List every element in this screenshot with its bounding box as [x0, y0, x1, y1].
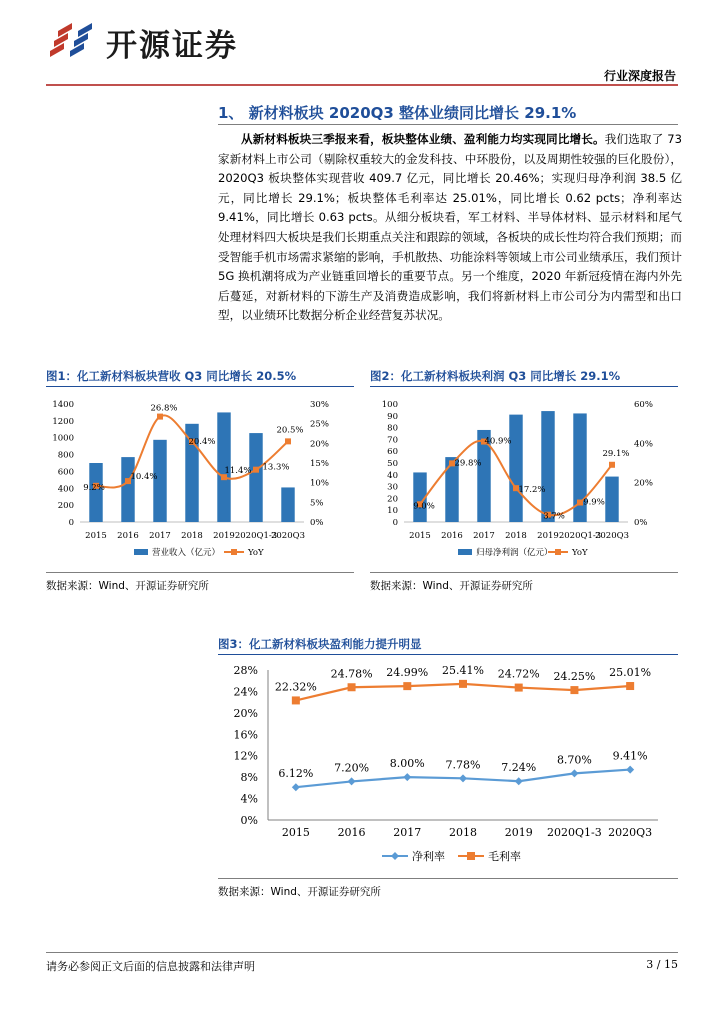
marker-净利率-2017: [403, 773, 411, 781]
data-label: 8.00%: [389, 757, 425, 771]
y-tick-label: 1000: [52, 433, 74, 444]
yoy-marker-2020Q3: [609, 462, 615, 468]
y-tick-label: 90: [387, 411, 398, 422]
bar-2020Q3: [605, 477, 618, 522]
x-tick-label: 2016: [337, 826, 366, 839]
x-tick-label: 2016: [441, 531, 463, 541]
data-label: 22.32%: [274, 680, 317, 694]
marker-毛利率-2020Q3: [626, 682, 634, 690]
x-tick-label: 2018: [505, 531, 527, 541]
y-tick-label: 1200: [52, 416, 74, 427]
marker-净利率-2015: [292, 783, 300, 791]
logo-text: 开源证券: [106, 27, 238, 64]
y-tick-label: 8%: [240, 771, 258, 785]
y-tick-label: 4%: [240, 792, 258, 806]
y-tick-label: 0%: [240, 814, 258, 827]
x-tick-label: 2018: [449, 826, 477, 839]
fig2-rule: [370, 386, 678, 387]
legend-bar-swatch: [458, 549, 472, 555]
legend-line-marker: [555, 549, 561, 555]
y2-tick-label: 25%: [310, 419, 329, 430]
yoy-label: 9.9%: [583, 497, 605, 508]
y2-tick-label: 15%: [310, 459, 329, 469]
report-type: 行业深度报告: [603, 69, 676, 83]
marker-净利率-2016: [348, 777, 356, 785]
data-label: 25.01%: [609, 666, 652, 680]
yoy-label: 17.2%: [518, 485, 546, 496]
y-tick-label: 600: [57, 467, 74, 478]
bar-2018: [509, 415, 522, 522]
yoy-label: 29.8%: [454, 458, 482, 469]
marker-净利率-2020Q1-3: [570, 769, 578, 777]
fig2-bottom-rule: [370, 572, 678, 573]
x-tick-label: 2015: [85, 531, 107, 541]
fig3-title: 图3：化工新材料板块盈利能力提升明显: [218, 637, 422, 651]
y2-tick-label: 20%: [310, 439, 329, 450]
legend-bar-label: 营业收入（亿元）: [152, 548, 221, 558]
data-label: 24.25%: [553, 670, 596, 684]
x-tick-label: 2017: [393, 826, 422, 839]
yoy-label: 29.1%: [602, 448, 630, 459]
legend-line-label: YoY: [572, 548, 588, 558]
x-tick-label: 2019: [213, 531, 235, 541]
y2-tick-label: 60%: [634, 400, 653, 410]
page-number: 3 / 15: [646, 958, 678, 971]
yoy-marker-2017: [157, 414, 163, 420]
legend-bar-swatch: [134, 549, 148, 555]
x-tick-label: 2017: [149, 531, 171, 541]
marker-净利率-2020Q3: [626, 766, 634, 774]
x-tick-label: 2020Q3: [608, 826, 653, 839]
y-tick-label: 12%: [233, 749, 258, 763]
x-tick-label: 2018: [181, 531, 203, 541]
legend-marker-net: [391, 852, 399, 860]
yoy-label: 40.9%: [484, 436, 512, 447]
fig1-rule: [46, 386, 354, 387]
yoy-label: 26.8%: [150, 403, 178, 414]
legend-line-label: YoY: [248, 548, 264, 558]
yoy-marker-2020Q3: [285, 438, 291, 444]
legend-line-marker: [231, 549, 237, 555]
fig3-rule: [218, 654, 678, 655]
fig3-bottom-rule: [218, 878, 678, 879]
y-tick-label: 400: [57, 484, 74, 495]
marker-净利率-2019: [515, 777, 523, 785]
marker-净利率-2018: [459, 774, 467, 782]
legend-bar-label: 归母净利润（亿元）: [476, 548, 553, 558]
data-label: 25.41%: [442, 663, 484, 677]
y-tick-label: 200: [57, 501, 74, 512]
body-rest: 我们选取了 73 家新材料上市公司（剔除权重较大的金发科技、中环股份，以及周期性较强的巨化股份），2020Q3 板块整体实现营收 409.7 亿元，同比增长 20.46%；实现归母净利润 38.5 亿元，同比增长 29.1%；板块整体毛利率达 25.01%，同比增长 0.62 pcts；净利率达 9.41%，同比增长 0.63 pcts。从细分板块看，军工材料、半导体材料、显示材料和尾气处理材料四大板块是我们长期重点关注和跟踪的领域，各板块的成长性均符合我们预期；而受智能手机市场需求紧缩的影响，手机散热、功能涂料等领域上市公司业绩承压，我们预计 5G 换机潮将成为产业链重回增长的重要节点。另一个维度，2020 年新冠疫情在海内外先后蔓延，对新材料的下游生产及消费造成影响，我们将新材料上市公司分为内需型和出口型，以业绩环比数据分析企业经营复苏状况。: [218, 132, 682, 323]
fig2-chart: [370, 390, 678, 570]
y2-tick-label: 30%: [310, 400, 329, 410]
x-tick-label: 2020Q3: [594, 531, 630, 541]
fig3-chart: [218, 658, 678, 876]
section-divider: [218, 124, 678, 125]
footer-divider: [46, 952, 678, 953]
section-title: 1、 新材料板块 2020Q3 整体业绩同比增长 29.1%: [218, 104, 577, 122]
x-tick-label: 2019: [504, 826, 533, 839]
marker-毛利率-2017: [403, 682, 411, 690]
y-tick-label: 800: [57, 450, 74, 461]
fig1-chart: [46, 390, 354, 570]
x-tick-label: 2017: [473, 531, 495, 541]
fig2-source: 数据来源：Wind、开源证券研究所: [370, 580, 533, 592]
bar-2019: [541, 411, 554, 522]
legend-label-gross: 毛利率: [488, 850, 521, 863]
yoy-label: 20.5%: [276, 425, 304, 436]
data-label: 24.78%: [330, 667, 373, 681]
marker-毛利率-2020Q1-3: [570, 686, 578, 694]
x-tick-label: 2019: [537, 531, 559, 541]
fig1-bottom-rule: [46, 572, 354, 573]
y-tick-label: 10: [387, 506, 398, 517]
x-tick-label: 2016: [117, 531, 139, 541]
y-tick-label: 50: [387, 459, 398, 469]
data-label: 9.41%: [612, 749, 648, 763]
y-tick-label: 20%: [233, 706, 258, 720]
header-divider: [46, 84, 678, 86]
body-lead: 从新材料板块三季报来看，板块整体业绩、盈利能力均实现同比增长。: [241, 132, 605, 146]
yoy-label: 11.4%: [224, 466, 252, 477]
x-tick-label: 2020Q3: [270, 531, 306, 541]
y-tick-label: 70: [387, 435, 398, 446]
bar-2016: [121, 457, 134, 522]
data-label: 7.20%: [334, 761, 370, 775]
y2-tick-label: 10%: [310, 478, 329, 489]
x-tick-label: 2015: [281, 826, 310, 839]
yoy-label: 13.3%: [262, 462, 290, 473]
y-tick-label: 60: [387, 447, 398, 458]
legend-label-net: 净利率: [412, 850, 445, 863]
y2-tick-label: 0%: [634, 518, 648, 528]
data-label: 24.99%: [386, 666, 429, 680]
x-tick-label: 2020Q1-3: [558, 531, 602, 541]
company-logo: [46, 18, 238, 66]
y2-tick-label: 0%: [310, 518, 324, 528]
yoy-label: 9.0%: [413, 501, 435, 512]
data-label: 7.24%: [501, 761, 537, 775]
bar-2020Q3: [281, 487, 294, 522]
yoy-label: 9.2%: [83, 482, 105, 493]
y-tick-label: 20: [387, 494, 398, 505]
data-label: 8.70%: [556, 753, 592, 767]
y-tick-label: 40: [387, 470, 398, 481]
y2-tick-label: 20%: [634, 478, 653, 489]
y-tick-label: 1400: [52, 400, 74, 410]
yoy-label: 20.4%: [188, 436, 216, 447]
fig3-source: 数据来源：Wind、开源证券研究所: [218, 886, 381, 898]
y-tick-label: 30: [387, 482, 398, 493]
marker-毛利率-2016: [348, 683, 356, 691]
x-tick-label: 2015: [409, 531, 431, 541]
yoy-marker-2020Q1-3: [577, 500, 583, 506]
x-tick-label: 2020Q1-3: [547, 826, 602, 839]
y2-tick-label: 5%: [310, 498, 324, 509]
y-tick-label: 0: [68, 518, 74, 528]
yoy-label: 3.7%: [543, 511, 565, 522]
marker-毛利率-2018: [459, 680, 467, 688]
fig2-title: 图2：化工新材料板块利润 Q3 同比增长 29.1%: [370, 369, 621, 383]
y-tick-label: 80: [387, 423, 398, 434]
data-label: 6.12%: [278, 767, 314, 781]
data-label: 24.72%: [497, 667, 540, 681]
bar-2020Q1-3: [249, 433, 262, 522]
y-tick-label: 28%: [233, 664, 258, 677]
footer-disclaimer: 请务必参阅正文后面的信息披露和法律声明: [46, 960, 255, 973]
x-tick-label: 2020Q1-3: [234, 531, 278, 541]
y-tick-label: 16%: [233, 728, 258, 742]
legend-marker-gross: [467, 852, 475, 860]
marker-毛利率-2015: [292, 696, 300, 704]
fig1-source: 数据来源：Wind、开源证券研究所: [46, 580, 209, 592]
y-tick-label: 100: [381, 400, 398, 410]
fig1-title: 图1：化工新材料板块营收 Q3 同比增长 20.5%: [46, 369, 297, 383]
y-tick-label: 24%: [233, 685, 258, 699]
logo-mark-icon: [46, 21, 96, 63]
body-paragraph: [218, 130, 682, 326]
yoy-marker-2020Q1-3: [253, 467, 259, 473]
data-label: 7.78%: [445, 758, 481, 772]
marker-毛利率-2019: [515, 684, 523, 692]
y2-tick-label: 40%: [634, 439, 653, 450]
y-tick-label: 0: [392, 518, 398, 528]
yoy-label: 10.4%: [130, 472, 158, 483]
